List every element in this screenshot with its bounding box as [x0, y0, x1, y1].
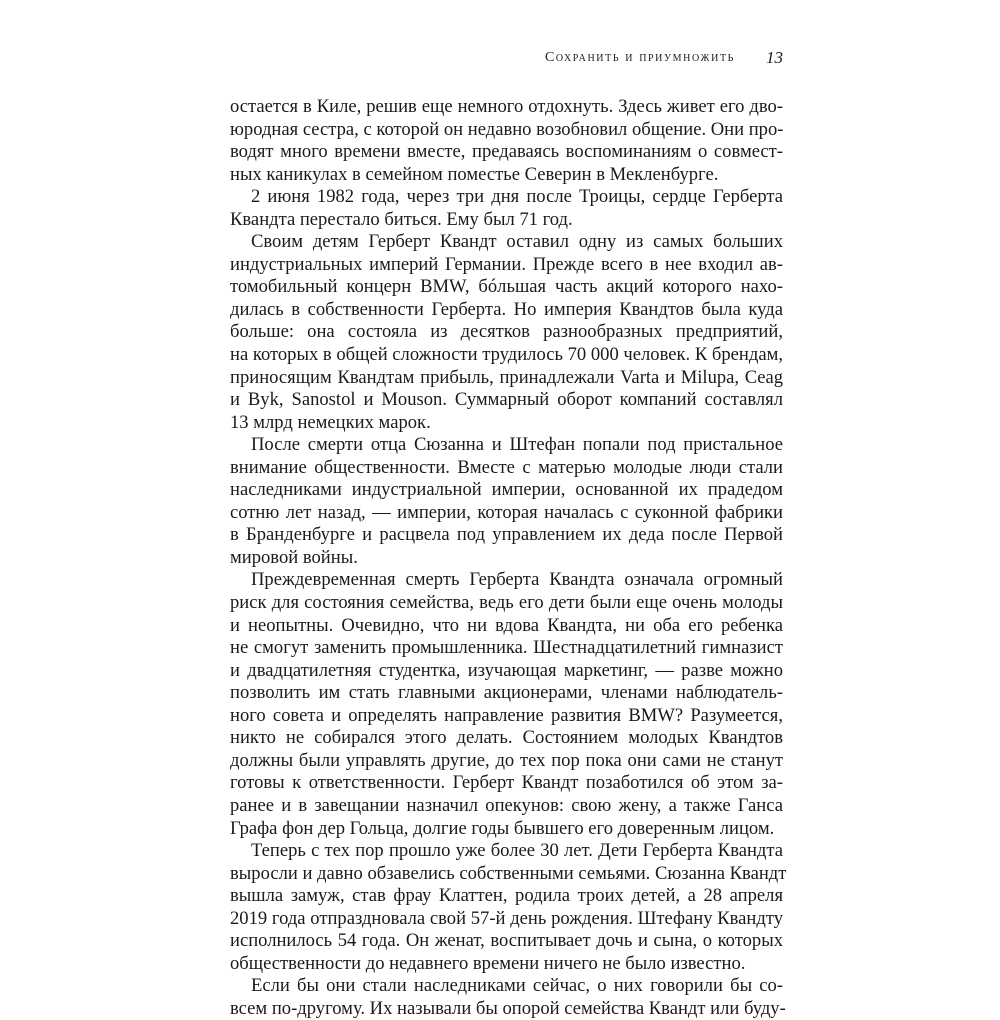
text-line: всем по-другому. Их называли бы опорой семейства Квандт или буду-	[230, 997, 786, 1019]
text-line: дилась в собственности Герберта. Но империя Квандтов была куда	[230, 298, 783, 320]
text-line: позволить им стать главными акционерами, членами наблюдатель-	[230, 682, 783, 704]
text-line: остается в Киле, решив еще немного отдохнуть. Здесь живет его дво-	[230, 96, 783, 117]
text-line: водят много времени вместе, предаваясь воспоминаниям о совмест-	[230, 141, 783, 163]
text-line: готовы к ответственности. Герберт Квандт позаботился об этом за-	[230, 772, 783, 794]
text-line: ных каникулах в семейном поместье Северин в Мекленбурге.	[230, 163, 719, 185]
text-line: индустриальных империй Германии. Прежде всего в нее входил ав-	[230, 253, 783, 275]
text-line: сотню лет назад, — империи, которая началась с суконной фабрики	[230, 501, 783, 523]
text-line: томобильный концерн BMW, бóльшая часть акций которого нахо-	[230, 276, 783, 298]
text-line: не смогут заменить промышленника. Шестнадцатилетний гимназист	[230, 637, 783, 659]
body-text	[230, 96, 787, 1020]
text-line: вышла замуж, став фрау Клаттен, родила троих детей, а 28 апреля	[230, 885, 783, 907]
text-line: риск для состояния семейства, ведь его дети были еще очень молоды	[230, 592, 783, 614]
text-line: и неопытны. Очевидно, что ни вдова Квандта, ни оба его ребенка	[230, 614, 783, 636]
text-line: Если бы они стали наследниками сейчас, о них говорили бы со-	[251, 975, 783, 997]
text-line: внимание общественности. Вместе с матерью молодые люди стали	[230, 456, 783, 478]
text-line: Теперь с тех пор прошло уже более 30 лет. Дети Герберта Квандта	[251, 840, 783, 862]
text-line: 2 июня 1982 года, через три дня после Троицы, сердце Герберта	[251, 186, 783, 208]
text-line: Преждевременная смерть Герберта Квандта означала огромный	[251, 569, 783, 591]
text-line: исполнилось 54 года. Он женат, воспитывает дочь и сына, о которых	[230, 930, 783, 952]
text-line: наследниками индустриальной империи, основанной их прадедом	[230, 479, 783, 501]
text-line: должны были управлять другие, до тех пор пока они сами не станут	[230, 749, 783, 771]
text-line: 13 млрд немецких марок.	[230, 411, 431, 433]
book-page	[230, 40, 787, 1019]
running-head	[230, 40, 783, 80]
text-line: Квандта перестало биться. Ему был 71 год.	[230, 208, 573, 230]
text-line: выросли и давно обзавелись собственными семьями. Сюзанна Квандт	[230, 862, 787, 884]
text-line: ранее и в завещании назначил опекунов: свою жену, а также Ганса	[230, 794, 783, 816]
text-line: ного совета и определять направление развития BMW? Разумеется,	[230, 704, 783, 726]
running-title: Сохранить и приумножить	[544, 50, 735, 65]
text-line: на которых в общей сложности трудилось 70 000 человек. К брендам,	[230, 344, 783, 366]
text-line: больше: она состояла из десятков разнообразных предприятий,	[230, 321, 783, 343]
text-line: 2019 года отпраздновала свой 57-й день рождения. Штефану Квандту	[230, 907, 783, 929]
page-number: 13	[766, 48, 783, 67]
text-line: юродная сестра, с которой он недавно возобновил общение. Они про-	[230, 118, 784, 140]
text-line: приносящим Квандтам прибыль, принадлежали Varta и Milupa, Ceag	[230, 366, 783, 388]
text-line: После смерти отца Сюзанна и Штефан попали под пристальное	[251, 434, 783, 456]
text-line: никто не собирался этого делать. Состоянием молодых Квандтов	[230, 727, 783, 749]
text-line: Графа фон дер Гольца, долгие годы бывшего его доверенным лицом.	[230, 817, 775, 839]
text-line: и Byk, Sanostol и Mouson. Суммарный оборот компаний составлял	[230, 389, 783, 411]
text-line: мировой войны.	[230, 546, 358, 568]
text-line: в Бранденбурге и расцвела под управлением их деда после Первой	[230, 524, 783, 546]
text-line: общественности до недавнего времени ничего не было известно.	[230, 952, 746, 974]
text-line: и двадцатилетняя студентка, изучающая маркетинг, — разве можно	[230, 659, 783, 681]
text-line: Своим детям Герберт Квандт оставил одну из самых больших	[251, 231, 783, 253]
